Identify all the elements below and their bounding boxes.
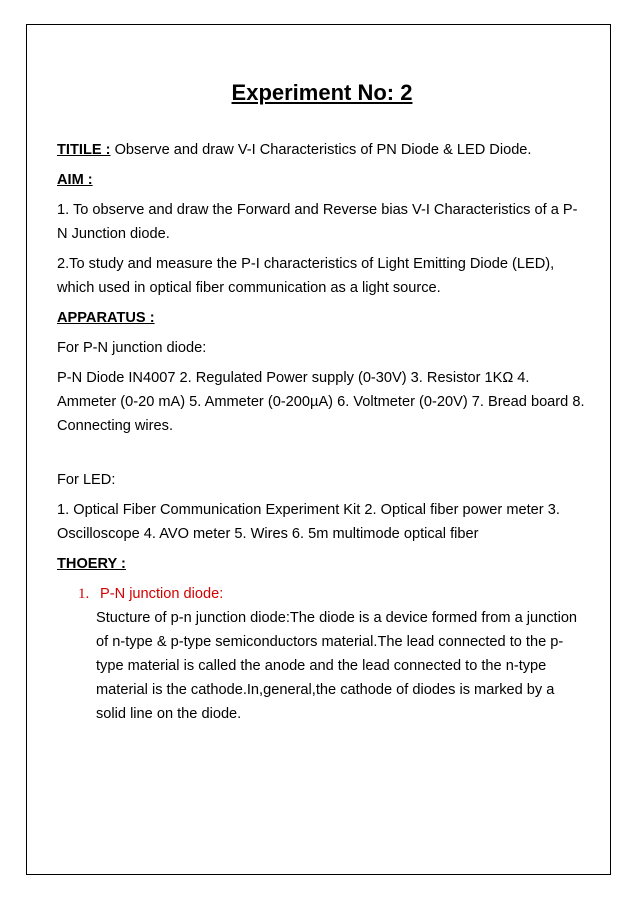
aim-item-2: 2.To study and measure the P-I characteristics of Light Emitting Diode (LED), which used in optical fiber communication as a light source. — [57, 256, 555, 296]
aim-item-1: 1. To observe and draw the Forward and Reverse bias V-I Characteristics of a P-N Junction diode. — [57, 202, 578, 242]
theory-heading — [57, 552, 587, 576]
theory-item-heading: P-N junction diode: — [100, 586, 224, 602]
theory-item — [57, 582, 587, 726]
theory-item-number: 1. — [78, 586, 90, 602]
document-body — [57, 78, 587, 726]
titile-section — [57, 138, 587, 162]
theory-list — [57, 582, 587, 726]
apparatus-pn-heading: For P-N junction diode: — [57, 340, 207, 356]
titile-text: Observe and draw V-I Characteristics of PN Diode & LED Diode. — [110, 142, 532, 158]
titile-label: TITILE : — [57, 142, 111, 158]
theory-item-body: Stucture of p-n junction diode:The diode is a device formed from a junction of n-type & p-type semiconductors material.The lead connected to the p-type material is called the anode and the lead connected to the n-type material is the cathode.In,general,the cathode of diodes is marked by a solid line on the diode. — [96, 610, 578, 722]
page-title: Experiment No: 2 — [231, 80, 413, 105]
apparatus-pn-list: P-N Diode IN4007 2. Regulated Power supply (0-30V) 3. Resistor 1KΩ 4. Ammeter (0-20 mA) 5. Ammeter (0-200µA) 6. Voltmeter (0-20V) 7. Bread board 8. Connecting wires. — [57, 370, 585, 434]
apparatus-led-list: 1. Optical Fiber Communication Experiment Kit 2. Optical fiber power meter 3. Oscilloscope 4. AVO meter 5. Wires 6. 5m multimode optical fiber — [57, 502, 560, 542]
aim-label: AIM : — [57, 172, 93, 188]
theory-label: THOERY : — [57, 556, 126, 572]
apparatus-label: APPARATUS : — [57, 310, 155, 326]
apparatus-heading — [57, 306, 587, 330]
aim-heading — [57, 168, 587, 192]
spacer — [57, 444, 587, 468]
apparatus-led-heading: For LED: — [57, 472, 116, 488]
